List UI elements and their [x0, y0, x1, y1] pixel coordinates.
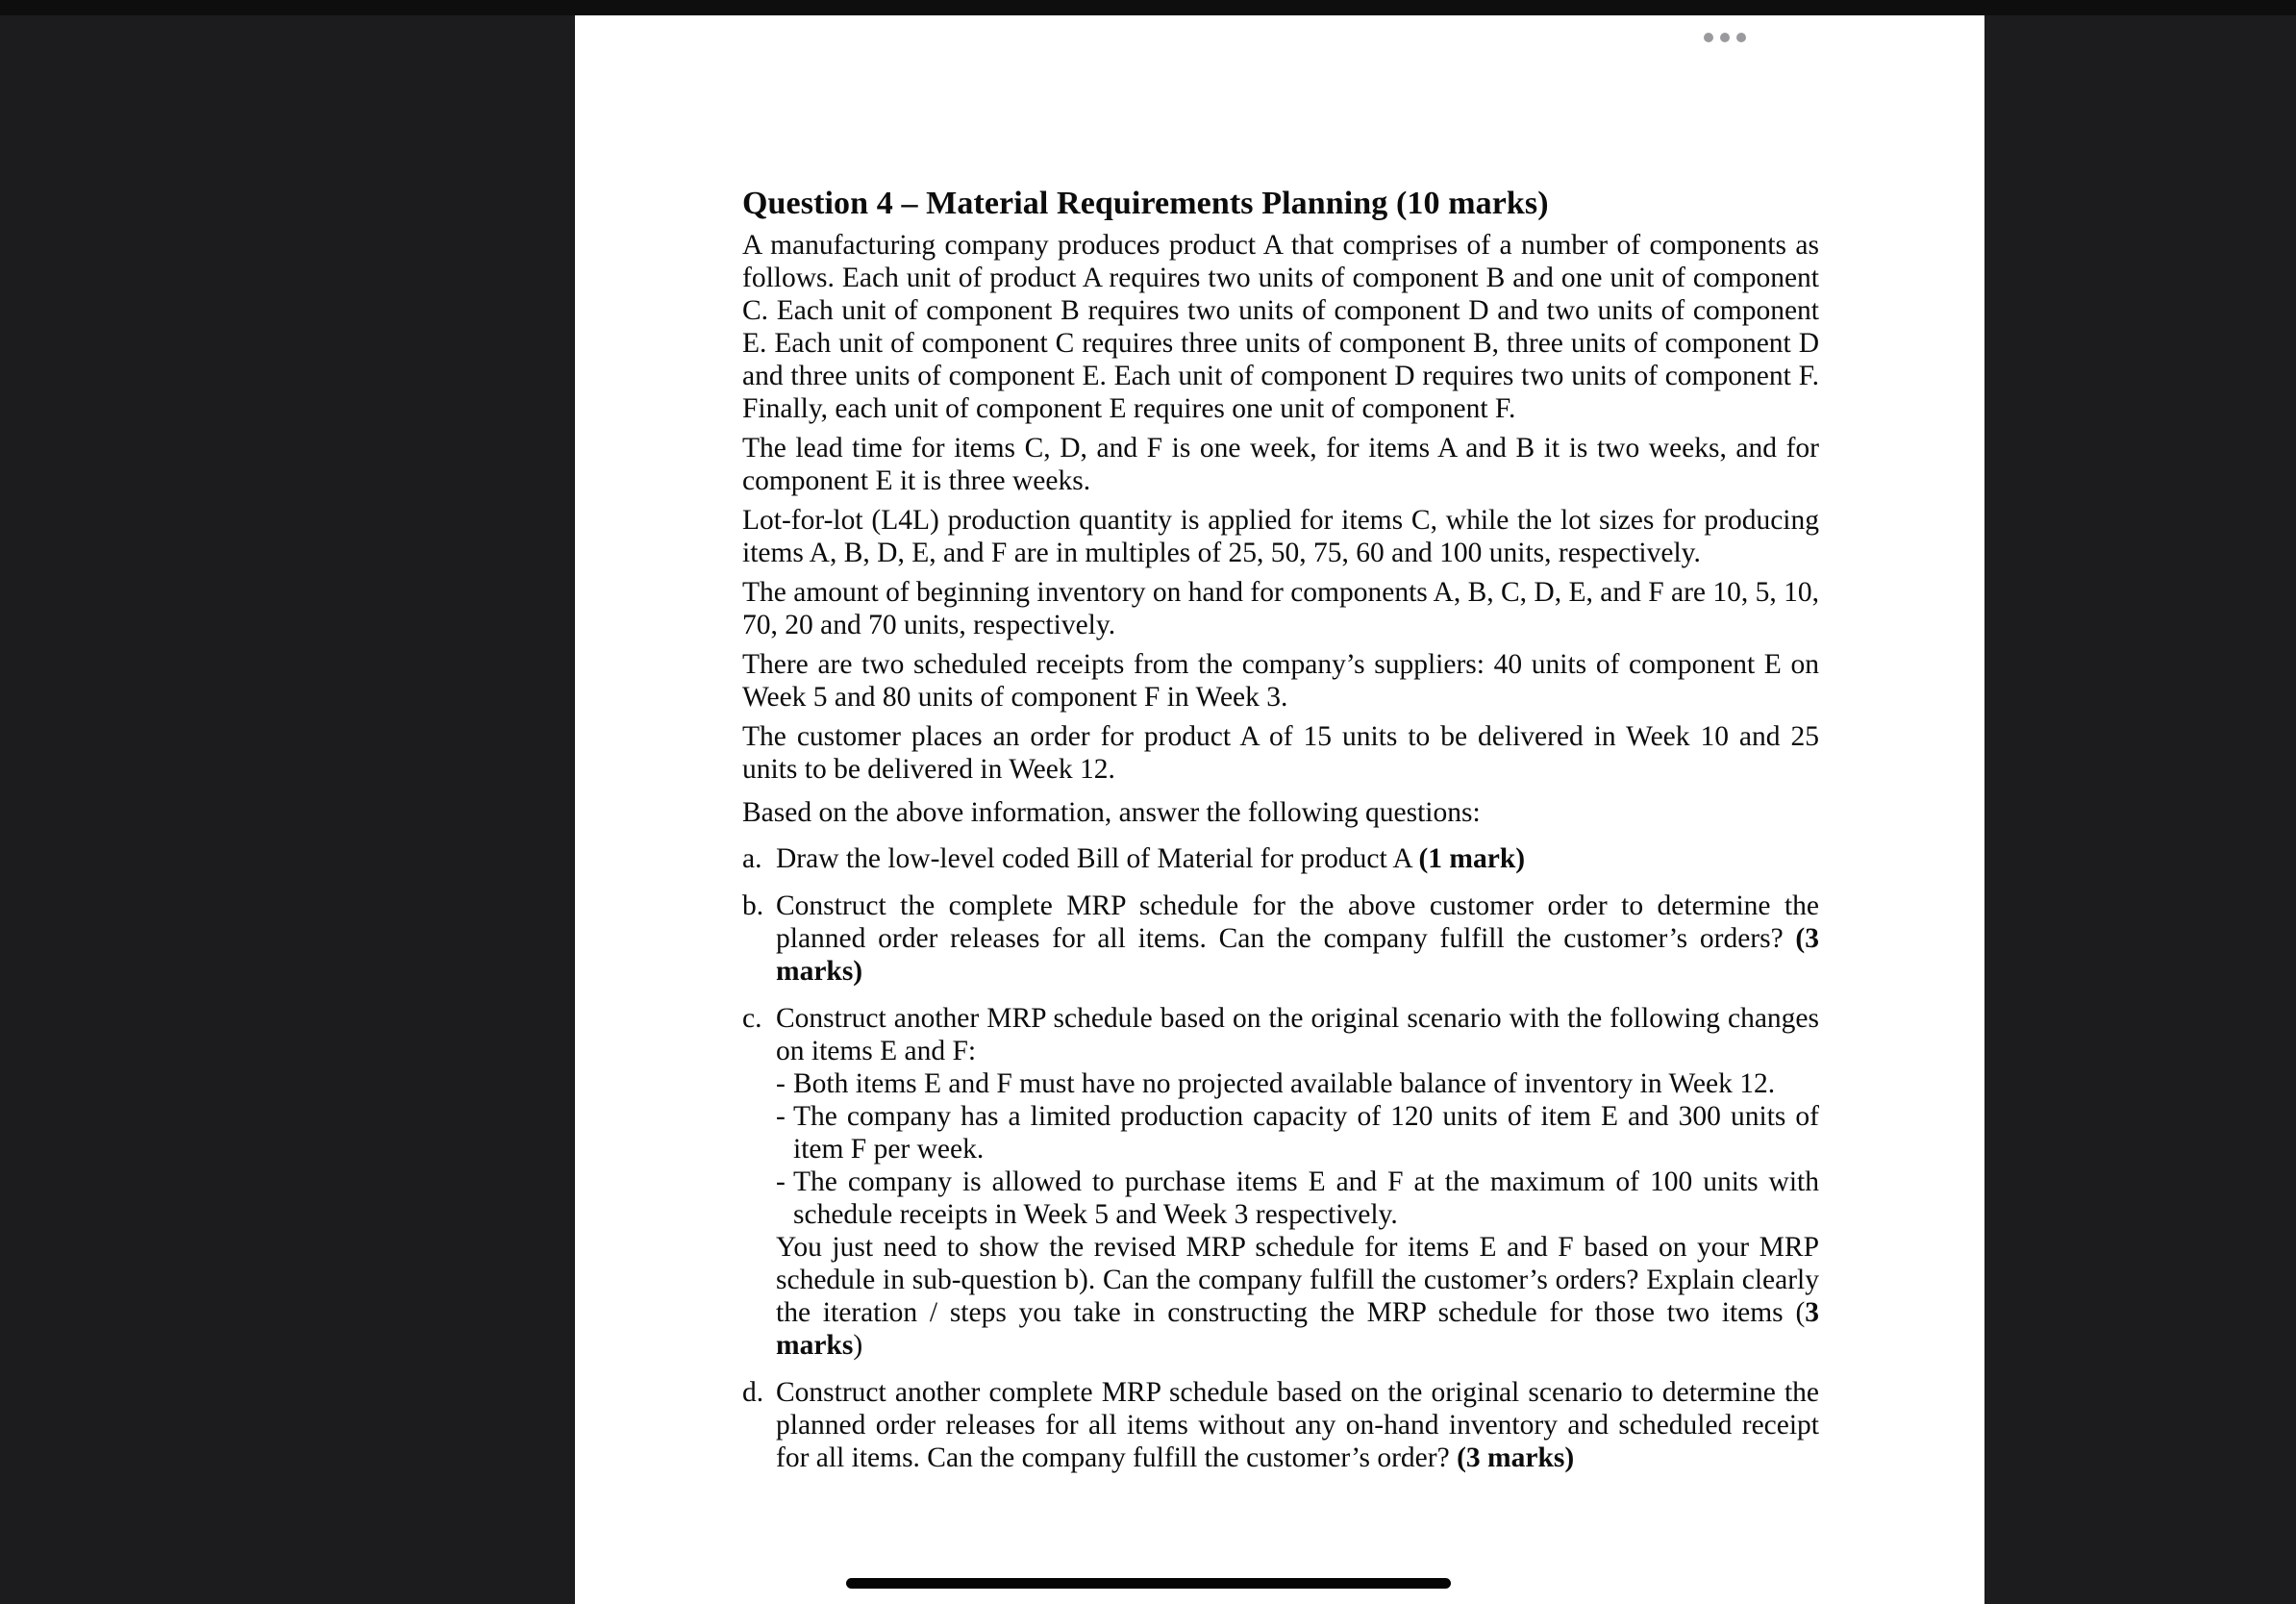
change-item: - Both items E and F must have no projected available balance of inventory in Week 12.	[776, 1067, 1819, 1100]
marks-close: )	[853, 1330, 863, 1361]
paragraph-components: A manufacturing company produces product A that comprises of a number of components as follows. Each unit of product A requires two units of component B and one unit of component C. Each unit of component B requires two units of component D and two units of component E. Each unit of component C requires three units of component B, three units of component D and three units of component E. Each unit of component D requires two units of component F. Finally, each unit of component E requires one unit of component F.	[742, 230, 1819, 424]
paragraph-customer-order: The customer places an order for product A of 15 units to be delivered in Week 10 and 25 units to be delivered in Week 12.	[742, 721, 1819, 785]
paragraph-lot-size: Lot-for-lot (L4L) production quantity is applied for items C, while the lot sizes for producing items A, B, D, E, and F are in multiples of 25, 50, 75, 60 and 100 units, respectively.	[742, 505, 1819, 568]
paragraph-instructions: Based on the above information, answer the following questions:	[742, 797, 1481, 828]
question-label: b.	[742, 890, 764, 921]
change-list	[776, 1067, 1819, 1231]
top-bar	[0, 0, 2296, 15]
question-instructions	[776, 1231, 1819, 1362]
document-content	[742, 183, 1819, 1489]
change-item: - The company has a limited production capacity of 120 units of item E and 300 units of item F per week.	[776, 1100, 1819, 1165]
home-indicator[interactable]	[846, 1578, 1451, 1589]
dot	[1704, 33, 1713, 42]
dot	[1736, 33, 1746, 42]
paragraph-inventory: The amount of beginning inventory on hand for components A, B, C, D, E, and F are 10, 5, 10, 70, 20 and 70 units, respectively.	[742, 577, 1820, 640]
question-c	[742, 1002, 1819, 1362]
marks-open: (	[1795, 1297, 1806, 1328]
question-text: Construct the complete MRP schedule for the above customer order to determine the planned order releases for all items. Can the company fulfill the customer’s orders?	[776, 890, 1819, 954]
paragraph-scheduled-receipts: There are two scheduled receipts from the company’s suppliers: 40 units of component E on Week 5 and 80 units of component F in Week 3.	[742, 649, 1819, 713]
question-b	[742, 890, 1819, 988]
dot	[1720, 33, 1730, 42]
question-label: d.	[742, 1377, 764, 1408]
question-d	[742, 1376, 1819, 1474]
question-marks: 3 marks	[776, 1297, 1820, 1361]
question-text: Draw the low-level coded Bill of Material for product A	[776, 843, 1419, 874]
change-item: - The company is allowed to purchase items E and F at the maximum of 100 units with schedule receipts in Week 5 and Week 3 respectively.	[776, 1165, 1819, 1231]
question-marks: (3 marks)	[776, 923, 1819, 987]
question-list	[742, 842, 1819, 1474]
question-text: You just need to show the revised MRP schedule for items E and F based on your MRP schedule in sub-question b). Can the company fulfill the customer’s orders? Explain clearly the iteration / steps you take in constructing the MRP schedule for those two items	[776, 1232, 1819, 1328]
paragraph-lead-time: The lead time for items C, D, and F is one week, for items A and B it is two weeks, and for component E it is three weeks.	[742, 433, 1819, 496]
question-marks: (1 mark)	[1418, 843, 1526, 874]
question-label: c.	[742, 1003, 762, 1034]
question-title: Question 4 – Material Requirements Planning (10 marks)	[742, 186, 1549, 221]
question-a	[742, 842, 1819, 875]
question-marks: (3 marks)	[1457, 1442, 1575, 1473]
more-options-dots-icon[interactable]	[1704, 33, 1746, 42]
question-label: a.	[742, 843, 762, 874]
question-text: Construct another complete MRP schedule based on the original scenario to determine the planned order releases for all items without any on-hand inventory and scheduled receipt for all items. Can the company fulfill the customer’s order?	[776, 1377, 1819, 1473]
question-intro: Construct another MRP schedule based on the original scenario with the following changes on items E and F:	[776, 1003, 1819, 1066]
